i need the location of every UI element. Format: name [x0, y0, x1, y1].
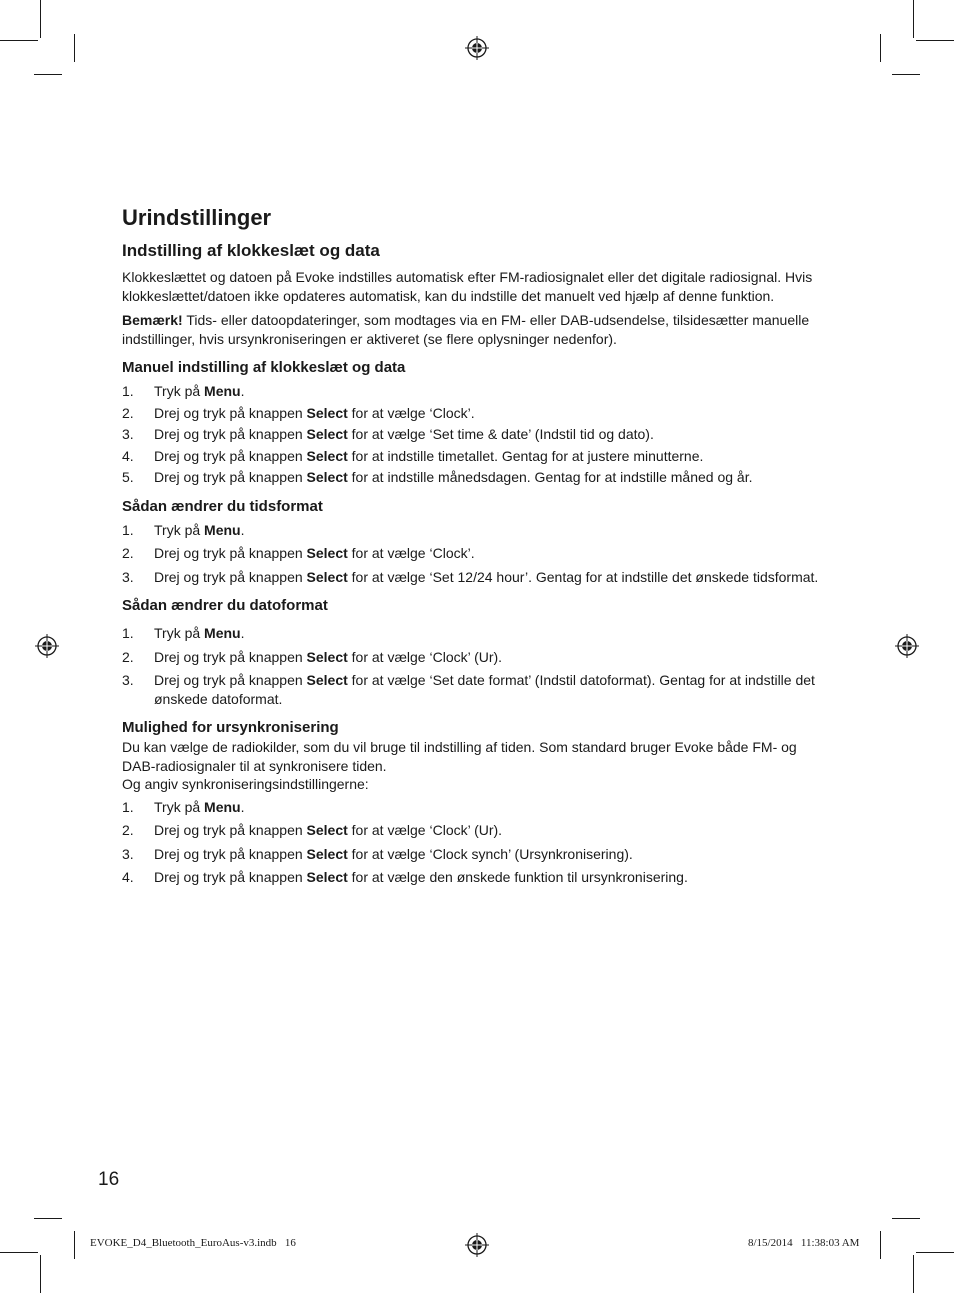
step-text: for at vælge ‘Clock’ (Ur). [347, 822, 503, 838]
registration-target-icon [35, 634, 59, 658]
page-number: 16 [98, 1169, 120, 1190]
step-number: 2. [122, 822, 134, 838]
step-text: for at indstille månedsdagen. Gentag for at indstille måned og år. [347, 469, 753, 485]
dateformat-heading: Sådan ændrer du datoformat [122, 597, 328, 614]
step-key: Select [306, 648, 348, 665]
step-text: Drej og tryk på knappen [154, 568, 307, 585]
step-key: Menu [204, 625, 241, 641]
list-item [122, 447, 832, 466]
step-key: Select [306, 845, 348, 862]
step-key: Select [306, 568, 348, 585]
list-item [122, 798, 832, 817]
crop-mark [34, 1218, 62, 1219]
step-number: 5. [122, 469, 134, 485]
step-key: Select [306, 545, 348, 561]
step-number: 1. [122, 625, 134, 641]
list-item [122, 624, 832, 643]
step-text: . [240, 798, 245, 815]
crop-mark [74, 1231, 75, 1259]
crop-mark [0, 40, 38, 41]
step-text: . [240, 625, 245, 641]
crop-mark [0, 1252, 38, 1253]
sync-lead: Og angiv synkroniseringsindstillingerne: [122, 776, 369, 792]
step-text: for at vælge ‘Set 12/24 hour’. Gentag for at indstille det ønskede tidsformat. [347, 568, 819, 585]
step-text: Drej og tryk på knappen [154, 447, 307, 464]
crop-mark [916, 1252, 954, 1253]
crop-mark [913, 0, 914, 38]
step-number: 1. [122, 798, 134, 815]
footer-filename: EVOKE_D4_Bluetooth_EuroAus-v3.indb 16 [90, 1237, 296, 1249]
page-content [122, 204, 832, 892]
step-key: Select [306, 447, 348, 464]
step-text: for at vælge den ønskede funktion til ursynkronisering. [347, 869, 688, 885]
list-item [122, 425, 832, 444]
step-text: Tryk på [154, 798, 205, 815]
step-key: Menu [204, 798, 241, 815]
step-key: Select [306, 672, 348, 688]
dateformat-section [122, 596, 832, 708]
crop-mark [880, 34, 881, 62]
step-text: for at vælge ‘Set date format’ (Indstil datoformat). Gentag for at indstille det ønskede datoformat. [154, 672, 815, 707]
footer-timestamp: 8/15/2014 11:38:03 AM [748, 1237, 860, 1249]
step-key: Select [306, 822, 348, 838]
intro-paragraph: Klokkeslættet og datoen på Evoke indstilles automatisk efter FM-radiosignalet eller det digitale radiosignal. Hvis klokkeslættet/datoen ikke opdateres automatisk, kan du indstille det manuelt ved hjælp af denne funktion. [122, 269, 813, 304]
list-item [122, 845, 832, 864]
step-key: Select [306, 426, 348, 442]
step-text: for at vælge ‘Clock’. [347, 545, 475, 561]
step-text: Tryk på [154, 521, 205, 538]
list-item [122, 521, 832, 540]
list-item [122, 544, 832, 563]
crop-mark [916, 40, 954, 41]
manual-steps [122, 382, 832, 487]
list-item [122, 568, 832, 587]
timeformat-heading: Sådan ændrer du tidsformat [122, 497, 323, 515]
crop-mark [892, 74, 920, 75]
registration-target-icon [465, 36, 489, 60]
step-text: Drej og tryk på knappen [154, 845, 307, 862]
sync-section [122, 718, 832, 887]
list-item [122, 648, 832, 667]
step-number: 1. [122, 383, 134, 399]
step-key: Select [306, 469, 348, 485]
step-text: Drej og tryk på knappen [154, 869, 307, 885]
step-number: 3. [122, 426, 134, 442]
step-number: 3. [122, 568, 134, 585]
step-key: Menu [204, 521, 241, 538]
step-text: for at vælge ‘Clock’ (Ur). [347, 648, 503, 665]
note-label: Bemærk! [122, 312, 183, 328]
crop-mark [880, 1231, 881, 1259]
step-text: Drej og tryk på knappen [154, 469, 307, 485]
step-text: Tryk på [154, 625, 205, 641]
page-title: Urindstillinger [122, 205, 272, 230]
step-text: for at indstille timetallet. Gentag for at justere minutterne. [347, 447, 704, 464]
step-number: 4. [122, 869, 134, 885]
crop-mark [913, 1255, 914, 1293]
step-number: 3. [122, 845, 134, 862]
list-item [122, 868, 832, 887]
manual-heading: Manuel indstilling af klokkeslæt og data [122, 359, 406, 376]
step-number: 2. [122, 545, 134, 561]
step-text: Drej og tryk på knappen [154, 426, 307, 442]
crop-mark [34, 74, 62, 75]
list-item [122, 821, 832, 840]
manual-section [122, 358, 832, 487]
step-text: for at vælge ‘Clock’. [347, 404, 475, 421]
list-item [122, 382, 832, 401]
dateformat-steps [122, 624, 832, 708]
step-text: for at vælge ‘Set time & date’ (Indstil tid og dato). [347, 426, 654, 442]
step-number: 2. [122, 404, 134, 421]
step-number: 4. [122, 447, 134, 464]
list-item [122, 404, 832, 423]
note-text: Tids- eller datoopdateringer, som modtages via en FM- eller DAB-udsendelse, tilsidesætter manuelle indstillinger, hvis ursynkroniseringen er aktiveret (se flere oplysninger nedenfor). [122, 312, 810, 347]
crop-mark [40, 0, 41, 38]
registration-target-icon [465, 1233, 489, 1257]
registration-target-icon [895, 634, 919, 658]
timeformat-steps [122, 521, 832, 587]
step-text: Tryk på [154, 383, 205, 399]
step-text: Drej og tryk på knappen [154, 404, 307, 421]
step-text: for at vælge ‘Clock synch’ (Ursynkronisering). [347, 845, 633, 862]
crop-mark [892, 1218, 920, 1219]
list-item [122, 468, 832, 487]
step-number: 3. [122, 672, 134, 688]
step-text: Drej og tryk på knappen [154, 648, 307, 665]
step-number: 2. [122, 648, 134, 665]
crop-mark [74, 34, 75, 62]
list-item [122, 671, 832, 708]
sync-paragraph: Du kan vælge de radiokilder, som du vil bruge til indstilling af tiden. Som standard bruger Evoke både FM- og DAB-radiosignaler til at synkronisere tiden. [122, 739, 797, 774]
sync-heading: Mulighed for ursynkronisering [122, 719, 339, 736]
step-key: Select [306, 404, 348, 421]
note [122, 311, 832, 348]
step-text: . [240, 521, 245, 538]
timeformat-section [122, 497, 832, 587]
step-key: Menu [204, 383, 241, 399]
step-text: Drej og tryk på knappen [154, 822, 307, 838]
step-number: 1. [122, 521, 134, 538]
intro-heading: Indstilling af klokkeslæt og data [122, 241, 380, 260]
sync-steps [122, 798, 832, 887]
crop-mark [40, 1255, 41, 1293]
step-key: Select [306, 869, 348, 885]
step-text: Drej og tryk på knappen [154, 545, 307, 561]
step-text: . [240, 383, 245, 399]
step-text: Drej og tryk på knappen [154, 672, 307, 688]
